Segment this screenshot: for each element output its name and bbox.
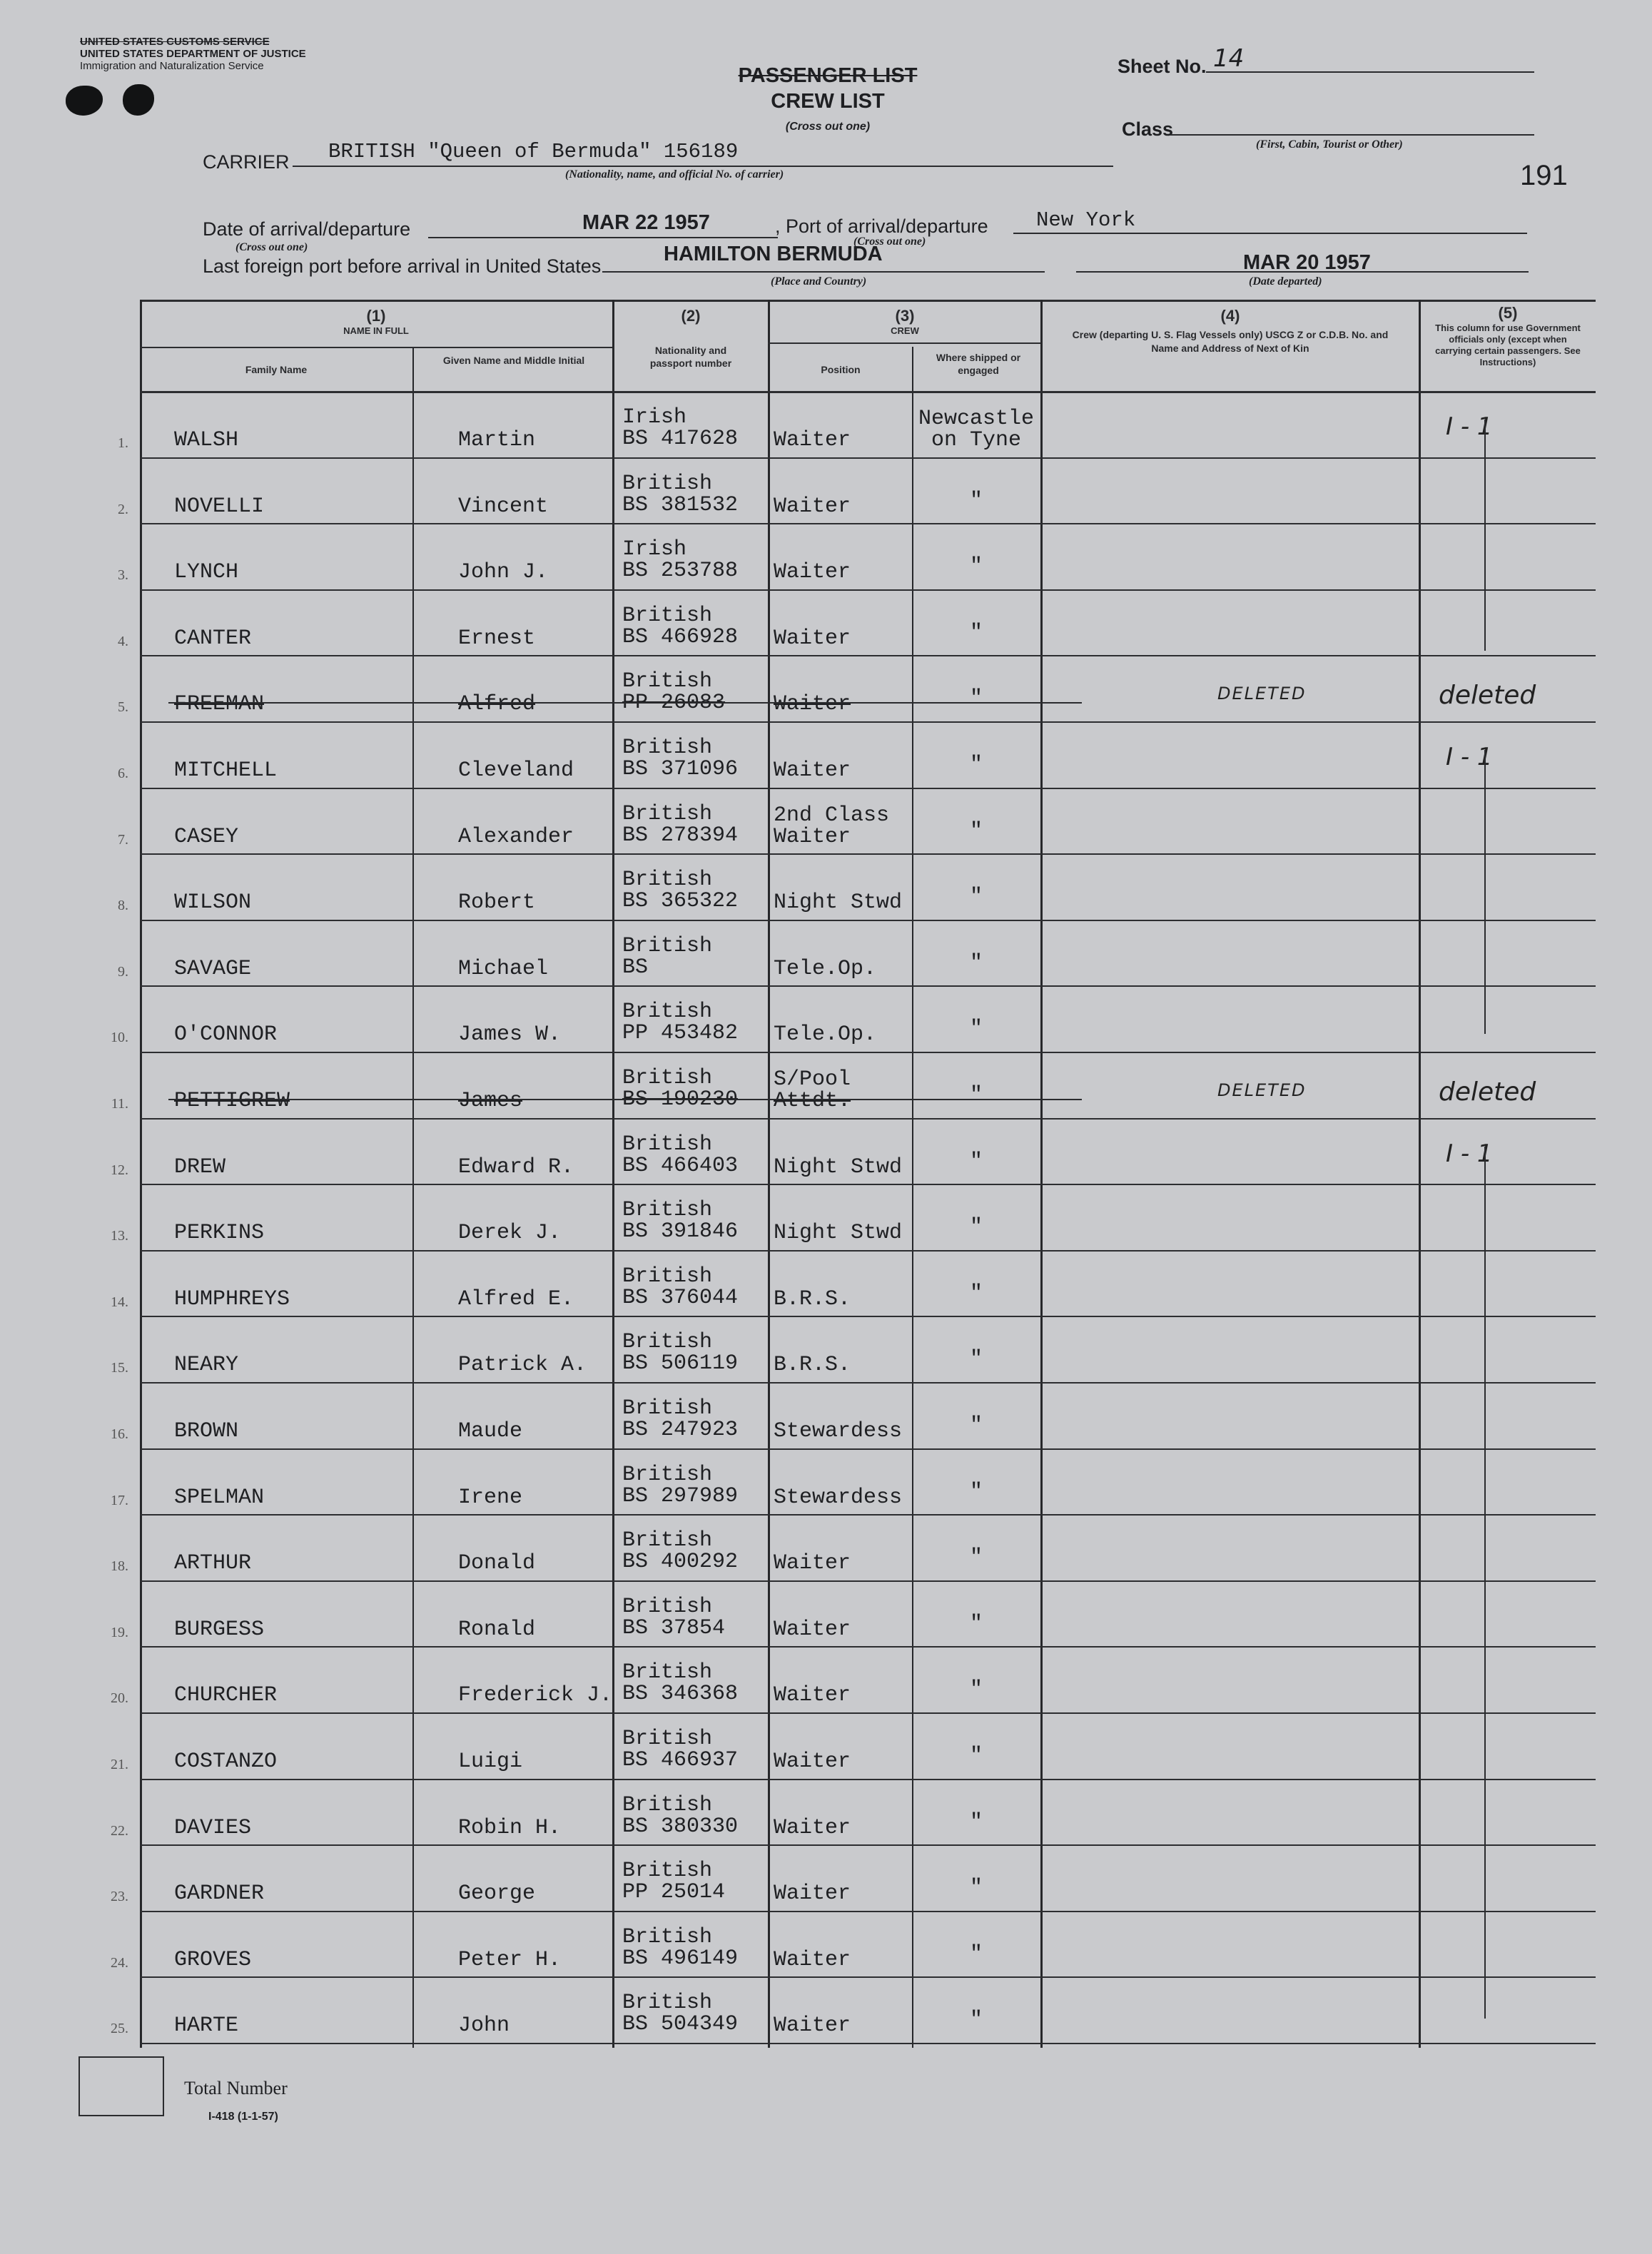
nationality: British xyxy=(622,1594,713,1619)
col4-num: (4) xyxy=(1220,307,1240,325)
passport-number: PP 26083 xyxy=(622,691,726,716)
row-line xyxy=(140,1382,1596,1384)
nationality: British xyxy=(622,1198,713,1223)
row-line xyxy=(140,589,1596,591)
col-line xyxy=(1040,300,1043,2048)
row-line xyxy=(140,1779,1596,1780)
family-name: CANTER xyxy=(174,626,252,651)
agency-line: Immigration and Naturalization Service xyxy=(80,60,264,72)
given-name: Alexander xyxy=(458,824,574,849)
passport-number: BS xyxy=(622,955,649,980)
position: Waiter xyxy=(774,494,851,519)
col5-num: (5) xyxy=(1498,304,1518,322)
row-number: 18. xyxy=(111,1558,128,1575)
port-value: New York xyxy=(1036,208,1136,232)
date-label: Date of arrival/departure xyxy=(203,218,411,240)
row-line xyxy=(140,1514,1596,1516)
nationality: British xyxy=(622,1727,713,1751)
total-number-box xyxy=(78,2056,164,2116)
strike-line xyxy=(168,702,1082,704)
given-name: Ronald xyxy=(458,1617,536,1642)
row-line xyxy=(140,523,1596,524)
row-line xyxy=(140,853,1596,855)
where-engaged: " xyxy=(969,1677,983,1702)
row-line xyxy=(140,1712,1596,1714)
position-line2: Waiter xyxy=(774,824,851,849)
where-engaged: " xyxy=(969,1611,983,1636)
row-line xyxy=(140,1580,1596,1582)
row-number: 15. xyxy=(111,1360,128,1376)
nationality: Irish xyxy=(622,537,687,562)
position: Stewardess xyxy=(774,1419,903,1443)
where-engaged: " xyxy=(969,885,983,910)
last-port-note: (Place and Country) xyxy=(771,275,867,288)
given-name: Alfred E. xyxy=(458,1286,574,1311)
where-engaged: " xyxy=(969,1017,983,1042)
family-name: SAVAGE xyxy=(174,956,252,981)
nationality: British xyxy=(622,1462,713,1487)
where-engaged: " xyxy=(969,950,983,975)
given-name: Robert xyxy=(458,890,536,915)
family-name: MITCHELL xyxy=(174,758,278,783)
row-line xyxy=(140,1646,1596,1648)
row-line xyxy=(140,1844,1596,1846)
where-engaged: " xyxy=(969,1083,983,1107)
where-engaged: " xyxy=(969,1809,983,1834)
row-number: 2. xyxy=(118,501,128,517)
where-engaged: " xyxy=(969,1347,983,1372)
class-underline xyxy=(1170,134,1534,136)
date-value: MAR 22 1957 xyxy=(582,211,710,234)
col1-header xyxy=(140,307,612,336)
carrier-underline xyxy=(293,166,1113,167)
bracket-line xyxy=(1484,1147,1486,2019)
official-mark: I - 1 xyxy=(1446,412,1493,441)
passport-number: BS 253788 xyxy=(622,559,739,584)
col-line xyxy=(612,300,614,2048)
family-name: WILSON xyxy=(174,890,252,915)
where-engaged-line2: on Tyne xyxy=(931,428,1022,452)
carrier-note: (Nationality, name, and official No. of carrier) xyxy=(565,168,784,181)
passport-number: BS 391846 xyxy=(622,1219,739,1244)
row-number: 8. xyxy=(118,898,128,914)
row-line xyxy=(140,788,1596,789)
ink-blot xyxy=(66,86,103,116)
row-number: 7. xyxy=(118,831,128,848)
col1-title: NAME IN FULL xyxy=(343,325,409,336)
given-name: Maude xyxy=(458,1419,523,1443)
where-engaged: " xyxy=(969,1941,983,1966)
col4-header xyxy=(1042,307,1419,355)
col-line xyxy=(1419,300,1421,2048)
col3a-header: Position xyxy=(821,364,861,375)
agency-header xyxy=(80,36,306,72)
row-line xyxy=(140,1052,1596,1053)
given-name: Cleveland xyxy=(458,758,574,783)
where-engaged: " xyxy=(969,753,983,777)
header-subline xyxy=(768,342,1040,344)
family-name: LYNCH xyxy=(174,560,239,585)
position: Waiter xyxy=(774,1815,851,1840)
header-subline xyxy=(140,347,612,348)
given-name: Irene xyxy=(458,1485,523,1510)
position: B.R.S. xyxy=(774,1353,851,1378)
position: S/Pool xyxy=(774,1067,851,1092)
col1a-header: Family Name xyxy=(245,364,308,375)
sheet-label: Sheet No. xyxy=(1118,56,1207,77)
row-line xyxy=(140,655,1596,656)
passport-number: BS 376044 xyxy=(622,1285,739,1310)
last-port-label: Last foreign port before arrival in United States xyxy=(203,255,602,277)
header-bottom-line xyxy=(140,391,1596,393)
position: Waiter xyxy=(774,428,851,452)
port-note: (Cross out one) xyxy=(853,235,926,248)
col2-num: (2) xyxy=(681,307,701,325)
passport-number: BS 190230 xyxy=(622,1087,739,1112)
where-engaged: " xyxy=(969,1215,983,1240)
row-line xyxy=(140,1976,1596,1978)
family-name: CHURCHER xyxy=(174,1683,278,1708)
nationality: British xyxy=(622,1066,713,1090)
row-number: 23. xyxy=(111,1889,128,1905)
position: Waiter xyxy=(774,1551,851,1576)
row-number: 19. xyxy=(111,1624,128,1640)
passport-number: BS 504349 xyxy=(622,2012,739,2037)
nationality: British xyxy=(622,1132,713,1157)
passport-number: BS 365322 xyxy=(622,889,739,914)
strike-line xyxy=(168,1099,1082,1100)
nationality: British xyxy=(622,1991,713,2016)
passport-number: BS 400292 xyxy=(622,1550,739,1575)
passport-number: BS 466928 xyxy=(622,624,739,649)
given-name: James W. xyxy=(458,1022,562,1047)
date-note: (Cross out one) xyxy=(235,241,308,253)
family-name: O'CONNOR xyxy=(174,1022,278,1047)
row-number: 14. xyxy=(111,1294,128,1310)
family-name: GROVES xyxy=(174,1947,252,1972)
where-engaged: " xyxy=(969,1479,983,1504)
nationality: British xyxy=(622,1396,713,1421)
nationality: British xyxy=(622,1330,713,1355)
col3b-header: Where shipped or engaged xyxy=(936,352,1021,376)
last-port-value: HAMILTON BERMUDA xyxy=(664,243,883,265)
agency-line: UNITED STATES DEPARTMENT OF JUSTICE xyxy=(80,48,306,60)
position: 2nd Class xyxy=(774,803,890,828)
passport-number: PP 453482 xyxy=(622,1021,739,1046)
nationality: Irish xyxy=(622,405,687,430)
given-name: Peter H. xyxy=(458,1947,562,1972)
position: Waiter xyxy=(774,1750,851,1774)
given-name: Ernest xyxy=(458,626,536,651)
passport-number: BS 506119 xyxy=(622,1351,739,1376)
table-top-border xyxy=(140,300,1596,302)
passport-number: PP 25014 xyxy=(622,1880,726,1905)
row-number: 5. xyxy=(118,699,128,716)
col-line xyxy=(912,347,913,2048)
position: Stewardess xyxy=(774,1485,903,1510)
passport-number: BS 297989 xyxy=(622,1483,739,1508)
where-engaged: " xyxy=(969,1876,983,1901)
row-line xyxy=(140,985,1596,987)
class-label: Class xyxy=(1122,118,1174,140)
carrier-value: BRITISH "Queen of Bermuda" 156189 xyxy=(328,140,739,163)
nationality: British xyxy=(622,471,713,496)
row-line xyxy=(140,2043,1596,2044)
row-number: 1. xyxy=(118,435,128,451)
passport-number: BS 417628 xyxy=(622,427,739,451)
nationality: British xyxy=(622,603,713,628)
family-name: SPELMAN xyxy=(174,1485,265,1510)
row-number: 22. xyxy=(111,1822,128,1839)
passport-number: BS 371096 xyxy=(622,757,739,781)
passport-number: BS 466403 xyxy=(622,1153,739,1178)
title-struck: PASSENGER LIST xyxy=(738,64,918,87)
bracket-line xyxy=(1484,750,1486,1034)
position: Tele.Op. xyxy=(774,1022,877,1047)
row-number: 13. xyxy=(111,1228,128,1244)
col3-header xyxy=(769,307,1040,336)
sheet-number: 14 xyxy=(1213,44,1245,73)
nationality: British xyxy=(622,1264,713,1289)
row-number: 6. xyxy=(118,766,128,781)
nationality: British xyxy=(622,1859,713,1884)
ink-blot xyxy=(123,84,154,116)
position: Waiter xyxy=(774,626,851,651)
passport-number: BS 466937 xyxy=(622,1748,739,1772)
where-engaged: " xyxy=(969,818,983,843)
nationality: British xyxy=(622,933,713,958)
col5-header xyxy=(1420,304,1596,368)
total-number-label: Total Number xyxy=(184,2078,288,2098)
title-note: (Cross out one) xyxy=(785,121,871,133)
family-name: BURGESS xyxy=(174,1617,265,1642)
nationality: British xyxy=(622,868,713,893)
col2-title: Nationality and passport number xyxy=(649,345,732,369)
position: Waiter xyxy=(774,1683,851,1708)
col1-num: (1) xyxy=(366,307,386,325)
form-number: I-418 (1-1-57) xyxy=(208,2111,278,2123)
row-line xyxy=(140,1448,1596,1450)
port-label: , Port of arrival/departure xyxy=(775,215,988,237)
col2-header xyxy=(614,307,768,370)
position: Waiter xyxy=(774,1882,851,1907)
date-underline xyxy=(428,237,778,238)
passport-number: BS 247923 xyxy=(622,1418,739,1442)
official-deleted-mark: deleted xyxy=(1439,1077,1536,1107)
bracket-line xyxy=(1484,420,1486,651)
official-deleted-mark: deleted xyxy=(1439,681,1536,711)
row-number: 16. xyxy=(111,1426,128,1442)
position: Night Stwd xyxy=(774,1221,903,1246)
agency-line: UNITED STATES CUSTOMS SERVICE xyxy=(80,36,270,48)
deleted-note: DELETED xyxy=(1217,1080,1307,1100)
given-name: Donald xyxy=(458,1551,536,1576)
position: Tele.Op. xyxy=(774,956,877,981)
given-name: Alfred xyxy=(458,692,536,717)
port-underline xyxy=(1013,233,1527,234)
given-name: Edward R. xyxy=(458,1154,574,1179)
sheet-underline xyxy=(1206,71,1534,73)
row-number: 11. xyxy=(111,1096,128,1112)
family-name: NEARY xyxy=(174,1353,239,1378)
family-name: PETTIGREW xyxy=(174,1089,290,1113)
official-mark: I - 1 xyxy=(1446,1139,1493,1168)
position: B.R.S. xyxy=(774,1286,851,1311)
where-engaged: " xyxy=(969,1413,983,1438)
given-name: Michael xyxy=(458,956,549,981)
family-name: WALSH xyxy=(174,428,239,452)
position: Waiter xyxy=(774,1947,851,1972)
where-engaged: " xyxy=(969,1545,983,1570)
row-line xyxy=(140,1911,1596,1912)
passport-number: BS 37854 xyxy=(622,1615,726,1640)
given-name: Luigi xyxy=(458,1750,523,1774)
family-name: NOVELLI xyxy=(174,494,265,519)
nationality: British xyxy=(622,736,713,760)
col3-num: (3) xyxy=(895,307,915,325)
passport-number: BS 278394 xyxy=(622,823,739,848)
family-name: ARTHUR xyxy=(174,1551,252,1576)
where-engaged: " xyxy=(969,1281,983,1306)
family-name: FREEMAN xyxy=(174,692,265,717)
passport-number: BS 380330 xyxy=(622,1814,739,1839)
family-name: CASEY xyxy=(174,824,239,849)
last-port-underline xyxy=(602,271,1045,273)
passport-number: BS 346368 xyxy=(622,1682,739,1707)
position: Night Stwd xyxy=(774,890,903,915)
row-line xyxy=(140,1250,1596,1252)
family-name: PERKINS xyxy=(174,1221,265,1246)
nationality: British xyxy=(622,669,713,694)
class-note: (First, Cabin, Tourist or Other) xyxy=(1256,138,1403,151)
row-line xyxy=(140,1118,1596,1120)
row-number: 4. xyxy=(118,633,128,649)
row-line xyxy=(140,721,1596,723)
family-name: HUMPHREYS xyxy=(174,1286,290,1311)
row-number: 24. xyxy=(111,1954,128,1971)
row-number: 3. xyxy=(118,567,128,584)
row-number: 9. xyxy=(118,963,128,980)
nationality: British xyxy=(622,1000,713,1025)
where-engaged: " xyxy=(969,1149,983,1174)
nationality: British xyxy=(622,1792,713,1817)
family-name: DREW xyxy=(174,1154,226,1179)
position: Waiter xyxy=(774,560,851,585)
where-engaged: " xyxy=(969,686,983,711)
family-name: HARTE xyxy=(174,2014,239,2039)
row-number: 20. xyxy=(111,1690,128,1707)
family-name: GARDNER xyxy=(174,1882,265,1907)
col3-title: CREW xyxy=(891,325,919,336)
given-name: Derek J. xyxy=(458,1221,562,1246)
given-name: Martin xyxy=(458,428,536,452)
passport-number: BS 381532 xyxy=(622,492,739,517)
departed-underline xyxy=(1076,271,1529,273)
given-name: John J. xyxy=(458,560,549,585)
col1b-header: Given Name and Middle Initial xyxy=(442,355,585,366)
form-title xyxy=(706,63,949,140)
row-number: 12. xyxy=(111,1162,128,1178)
row-number: 21. xyxy=(111,1757,128,1772)
official-mark: I - 1 xyxy=(1446,743,1493,771)
row-line xyxy=(140,920,1596,921)
family-name: BROWN xyxy=(174,1419,239,1443)
row-number: 10. xyxy=(111,1030,128,1046)
family-name: DAVIES xyxy=(174,1815,252,1840)
given-name: James xyxy=(458,1089,523,1113)
deleted-note: DELETED xyxy=(1217,684,1307,704)
crew-table xyxy=(111,300,1596,2048)
nationality: British xyxy=(622,1924,713,1949)
row-line xyxy=(140,1316,1596,1317)
given-name: Frederick J. xyxy=(458,1683,613,1708)
where-engaged: " xyxy=(969,488,983,513)
position: Waiter xyxy=(774,1617,851,1642)
where-engaged: " xyxy=(969,554,983,579)
given-name: Robin H. xyxy=(458,1815,562,1840)
given-name: John xyxy=(458,2014,510,2039)
family-name: COSTANZO xyxy=(174,1750,278,1774)
position: Waiter xyxy=(774,2014,851,2039)
where-engaged: " xyxy=(969,1744,983,1768)
page-number: 191 xyxy=(1520,160,1568,191)
carrier-label: CARRIER xyxy=(203,151,290,173)
nationality: British xyxy=(622,801,713,826)
col-line xyxy=(140,300,142,2048)
col5-title: This column for use Government officials only (except when carrying certain passengers. See Instructions) xyxy=(1435,323,1581,367)
position-line2: Attdt. xyxy=(774,1089,851,1113)
row-number: 25. xyxy=(111,2021,128,2037)
position: Night Stwd xyxy=(774,1154,903,1179)
col-line xyxy=(412,347,414,2048)
nationality: British xyxy=(622,1660,713,1685)
col4-title: Crew (departing U. S. Flag Vessels only) USCG Z or C.D.B. No. and Name and Address of Next of Kin xyxy=(1072,329,1389,354)
row-line xyxy=(140,1184,1596,1185)
nationality: British xyxy=(622,1528,713,1553)
departed-value: MAR 20 1957 xyxy=(1243,251,1371,274)
given-name: Vincent xyxy=(458,494,549,519)
title-crew-list: CREW LIST xyxy=(771,90,885,113)
where-engaged: " xyxy=(969,2008,983,2033)
where-engaged: " xyxy=(969,620,983,645)
row-line xyxy=(140,457,1596,459)
passport-number: BS 496149 xyxy=(622,1946,739,1971)
given-name: George xyxy=(458,1882,536,1907)
given-name: Patrick A. xyxy=(458,1353,587,1378)
where-engaged: Newcastle xyxy=(918,407,1035,431)
position: Waiter xyxy=(774,758,851,783)
position: Waiter xyxy=(774,692,851,717)
departed-note: (Date departed) xyxy=(1249,275,1322,288)
row-number: 17. xyxy=(111,1492,128,1508)
col-line xyxy=(768,300,770,2048)
